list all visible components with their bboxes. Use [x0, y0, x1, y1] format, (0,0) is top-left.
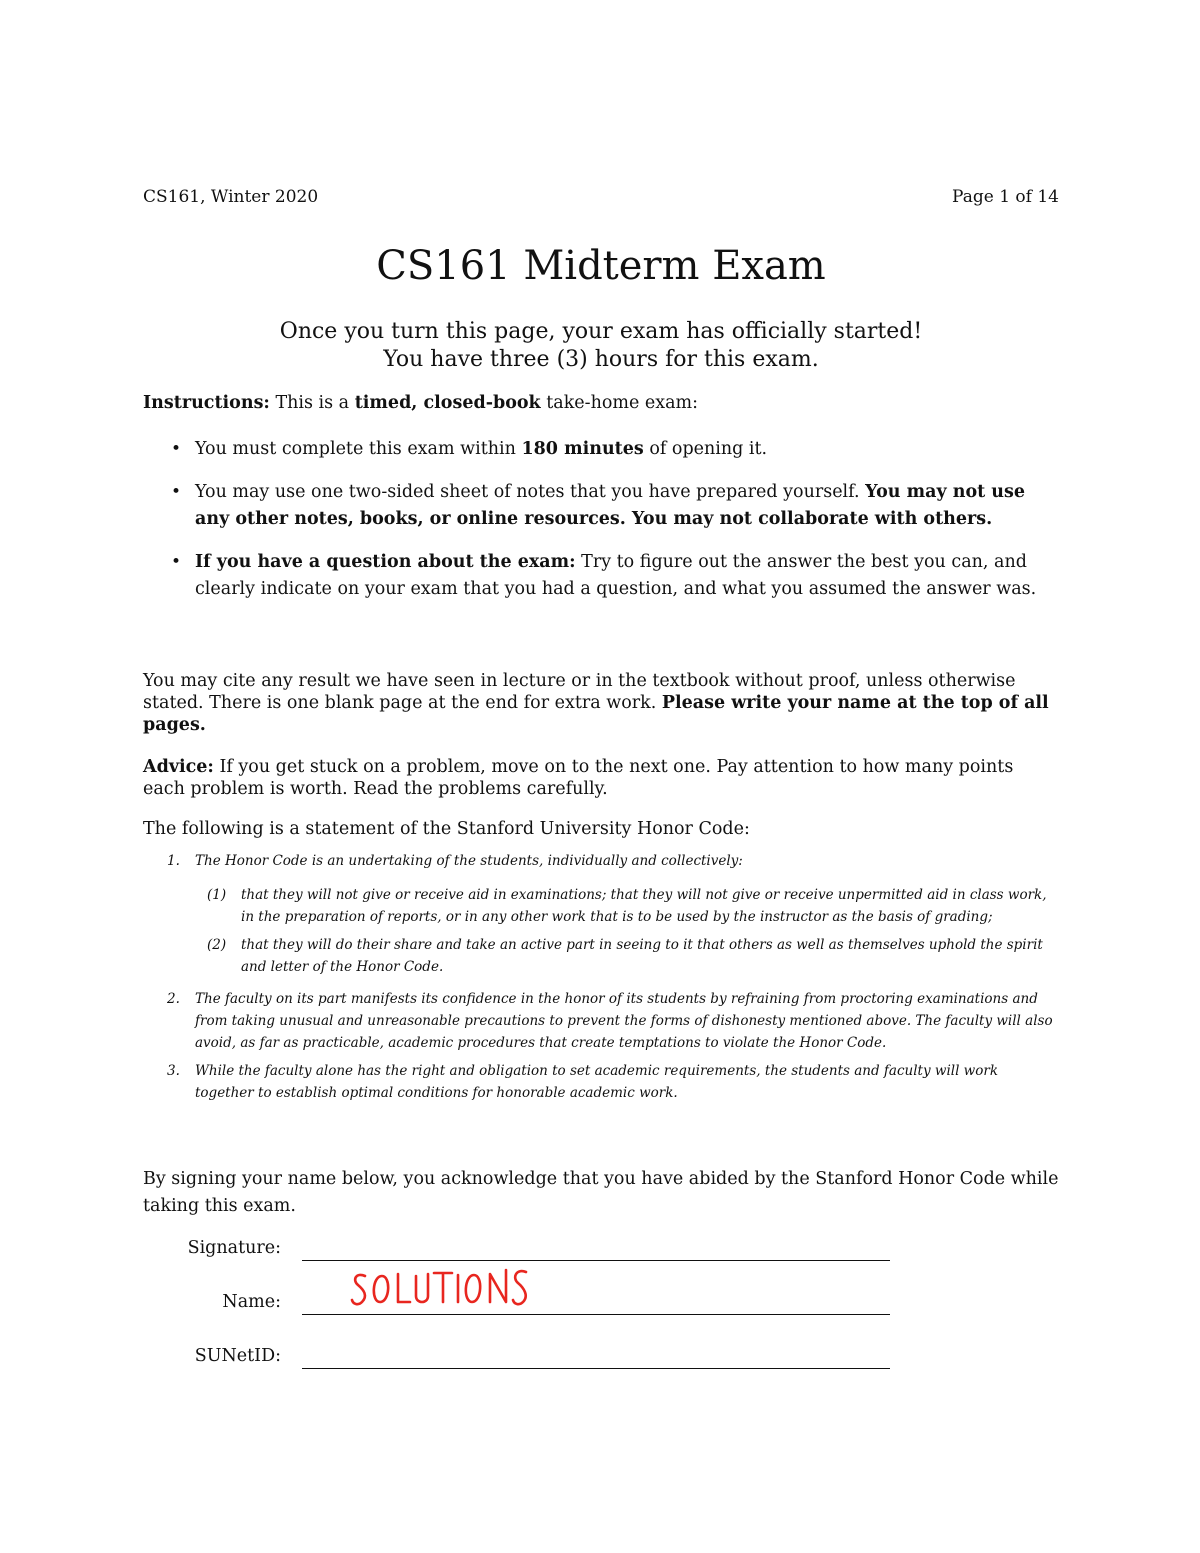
signature-field[interactable] [143, 1234, 1059, 1264]
signature-label: Signature: [187, 1238, 281, 1258]
instructions-list [143, 436, 1059, 619]
bullet-text: You may use one two-sided sheet of notes that you have prepared yourself. [195, 482, 866, 502]
honor-subitem-number: (2) [207, 937, 227, 953]
instructions-text-2: take-home exam: [540, 393, 699, 413]
honor-item-number: 1. [167, 853, 180, 869]
name-field[interactable] [143, 1288, 1059, 1318]
honor-item-text: The faculty on its part manifests its confidence in the honor of its students by refraining from proctoring examinations and from taking unusual and unreasonable precautions to prevent the forms of dishonesty mentioned above. The faculty will also avoid, as far as practicable, academic procedures that create temptations to violate the Honor Code. [195, 991, 1053, 1051]
cite-bold: Please write your name at the top of all pages. [143, 693, 1049, 735]
name-label: Name: [222, 1292, 281, 1312]
honor-subitem-text: that they will do their share and take an active part in seeing to it that others as well as themselves uphold the spirit and letter of the Honor Code. [241, 937, 1043, 975]
honor-subitem-2 [143, 934, 1059, 978]
list-item [143, 436, 1059, 463]
sunetid-line[interactable] [302, 1368, 890, 1369]
page-number: Page 1 of 14 [952, 187, 1059, 207]
bullet-text: Try to figure out the answer the best you can, and clearly indicate on your exam that you had a question, and what you assumed the answer was. [195, 552, 1037, 599]
bullet-bold: 180 minutes [521, 439, 644, 459]
honor-item-number: 2. [167, 991, 180, 1007]
cite-paragraph [143, 670, 1059, 736]
signature-line[interactable] [302, 1260, 890, 1261]
subtitle-line-2: You have three (3) hours for this exam. [383, 347, 819, 372]
list-item [143, 549, 1059, 603]
running-header [143, 187, 1059, 207]
bullet-text: of opening it. [643, 439, 768, 459]
bullet-bold: You may not use any other notes, books, or online resources. You may not collaborate with others. [195, 482, 1025, 529]
advice-text: If you get stuck on a problem, move on to the next one. Pay attention to how many points each problem is worth. Read the problems carefully. [143, 757, 1014, 799]
exam-page [143, 0, 1059, 1553]
honor-item-1 [143, 850, 1059, 872]
cite-text: You may cite any result we have seen in lecture or in the textbook without proof, unless otherwise stated. There is one blank page at the end for extra work. [143, 671, 1016, 713]
bullet-bold: If you have a question about the exam: [195, 552, 576, 572]
honor-subitem-text: that they will not give or receive aid in examinations; that they will not give or receive unpermitted aid in class work, in the preparation of reports, or in any other work that is to be used by the instructor as the basis of grading; [241, 887, 1047, 925]
course-label: CS161, Winter 2020 [143, 187, 319, 207]
honor-subitem-number: (1) [207, 887, 227, 903]
list-item [143, 479, 1059, 533]
signing-paragraph: By signing your name below, you acknowledge that you have abided by the Stanford Honor Code while taking this exam. [143, 1169, 1059, 1216]
honor-item-text: While the faculty alone has the right and obligation to set academic requirements, the students and faculty will work together to establish optimal conditions for honorable academic work. [195, 1063, 998, 1101]
page-title: CS161 Midterm Exam [376, 243, 826, 289]
instructions-paragraph [143, 392, 1059, 414]
name-line[interactable] [302, 1314, 890, 1315]
handwritten-solutions [350, 1264, 540, 1314]
sunetid-label: SUNetID: [194, 1346, 281, 1366]
sunetid-field[interactable] [143, 1342, 1059, 1372]
bullet-text: You must complete this exam within [195, 439, 522, 459]
honor-intro: The following is a statement of the Stanford University Honor Code: [143, 819, 750, 839]
instructions-bold: timed, closed-book [354, 393, 541, 413]
honor-code [143, 850, 1059, 1104]
subtitle [143, 318, 1059, 374]
honor-subitem-1 [143, 884, 1059, 928]
advice-paragraph [143, 756, 1059, 800]
honor-item-3 [143, 1060, 1059, 1104]
honor-item-2 [143, 988, 1059, 1054]
instructions-label: Instructions: [143, 393, 270, 413]
honor-item-number: 3. [167, 1063, 180, 1079]
instructions-text-1: This is a [269, 393, 355, 413]
advice-label: Advice: [143, 757, 214, 777]
subtitle-line-1: Once you turn this page, your exam has officially started! [279, 319, 923, 344]
honor-item-text: The Honor Code is an undertaking of the students, individually and collectively: [195, 853, 743, 869]
